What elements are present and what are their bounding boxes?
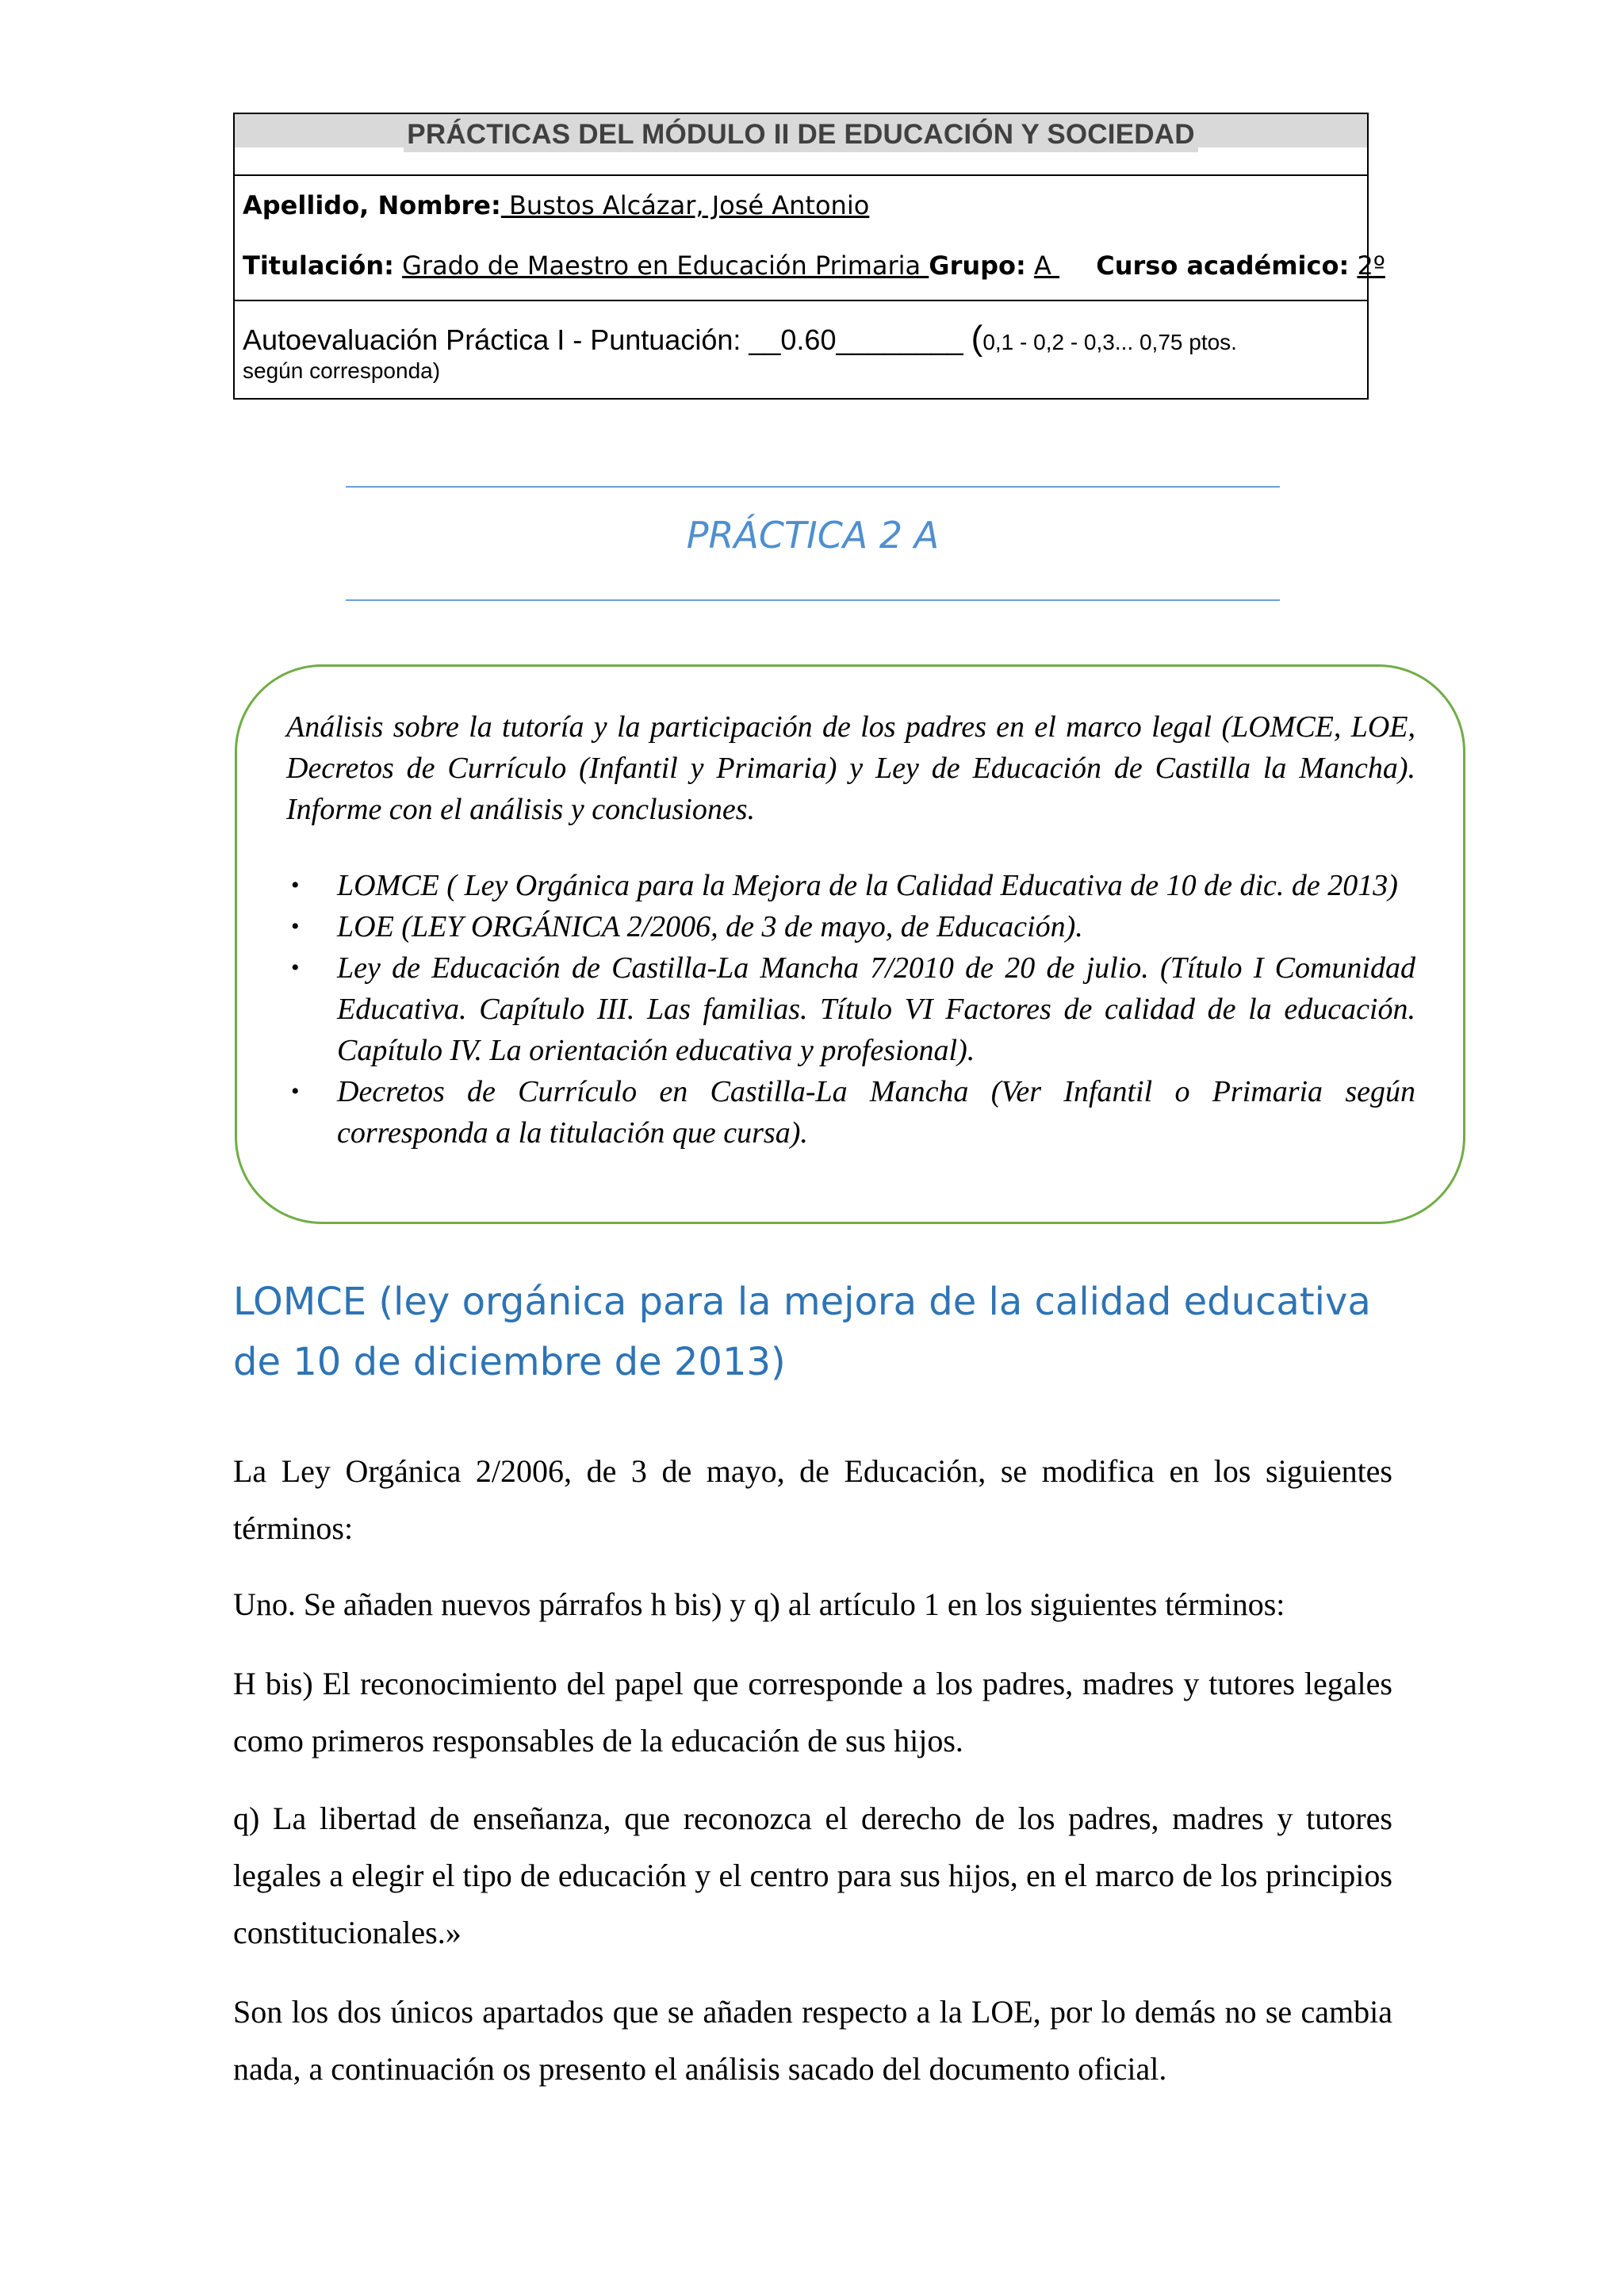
header-title: PRÁCTICAS DEL MÓDULO II DE EDUCACIÓN Y SOCIEDAD <box>404 117 1197 152</box>
name-label: Apellido, Nombre: <box>243 190 501 220</box>
degree-value: Grado de Maestro en Educación Primaria <box>402 251 929 281</box>
body-paragraph-4: q) La libertad de enseñanza, que reconozca el derecho de los padres, madres y tutores legales a elegir el tipo de educación y el centro para sus hijos, en el marco de los principios constitucionales.» <box>233 1800 1392 1950</box>
score-note: 0,1 - 0,2 - 0,3... 0,75 ptos. <box>982 330 1237 354</box>
score-paren: ( <box>971 319 983 358</box>
list-item: • LOMCE ( Ley Orgánica para la Mejora de la Calidad Educativa de 10 de dic. de 2013) <box>286 865 1415 906</box>
task-intro: Análisis sobre la tutoría y la participación de los padres en el marco legal (LOMCE, LOE, Decretos de Currículo (Infantil y Primaria) y Ley de Educación de Castilla la Mancha). Informe con el análisis y conclusiones. <box>286 710 1415 826</box>
score-note-continuation: según corresponda) <box>243 358 441 383</box>
task-box <box>235 664 1465 1224</box>
bullet-icon: • <box>291 955 300 981</box>
section-heading: LOMCE (ley orgánica para la mejora de la calidad educativa de 10 de diciembre de 2013) <box>233 1280 1371 1384</box>
score-label: Autoevaluación Práctica I - Puntuación: __0.60________ <box>243 323 971 356</box>
bullet-icon: • <box>291 872 300 898</box>
header-info-row <box>235 176 1385 301</box>
task-list <box>286 865 1415 1154</box>
body-paragraph-1: La Ley Orgánica 2/2006, de 3 de mayo, de Educación, se modifica en los siguientes términos: <box>233 1453 1392 1546</box>
header-score-row <box>235 301 1367 398</box>
year-value: 2º <box>1357 251 1385 281</box>
student-name-line <box>243 190 869 220</box>
list-item: • Ley de Educación de Castilla-La Mancha 7/2010 de 20 de julio. (Título I Comunidad Educativa. Capítulo III. Las familias. Título VI Factores de calidad de la educación. Capítulo IV. La orientación educativa y profesional). <box>286 947 1415 1071</box>
degree-line <box>243 251 1385 281</box>
name-value: Bustos Alcázar, José Antonio <box>500 190 870 220</box>
bullet-icon: • <box>291 1078 300 1104</box>
title-rule-top <box>346 486 1280 488</box>
body-paragraph-3: H bis) El reconocimiento del papel que corresponde a los padres, madres y tutores legales como primeros responsables de la educación de sus hijos. <box>233 1666 1392 1758</box>
title-rule-bottom <box>346 599 1280 601</box>
practice-title: PRÁCTICA 2 A <box>686 514 940 557</box>
year-label: Curso académico: <box>1096 251 1350 281</box>
body-paragraph-2: Uno. Se añaden nuevos párrafos h bis) y q) al artículo 1 en los siguientes términos: <box>233 1586 1285 1622</box>
degree-label: Titulación: <box>243 251 394 281</box>
group-value: A <box>1033 251 1060 281</box>
header-title-row <box>235 114 1367 176</box>
list-item: • LOE (LEY ORGÁNICA 2/2006, de 3 de mayo, de Educación). <box>286 906 1415 947</box>
header-table <box>233 113 1385 400</box>
score-line <box>243 319 1237 358</box>
group-label: Grupo: <box>929 251 1026 281</box>
list-item: • Decretos de Currículo en Castilla-La Mancha (Ver Infantil o Primaria según corresponda a la titulación que cursa). <box>286 1071 1415 1154</box>
body-paragraph-5: Son los dos únicos apartados que se añaden respecto a la LOE, por lo demás no se cambia nada, a continuación os presento el análisis sacado del documento oficial. <box>233 1994 1392 2087</box>
bullet-icon: • <box>291 913 300 939</box>
